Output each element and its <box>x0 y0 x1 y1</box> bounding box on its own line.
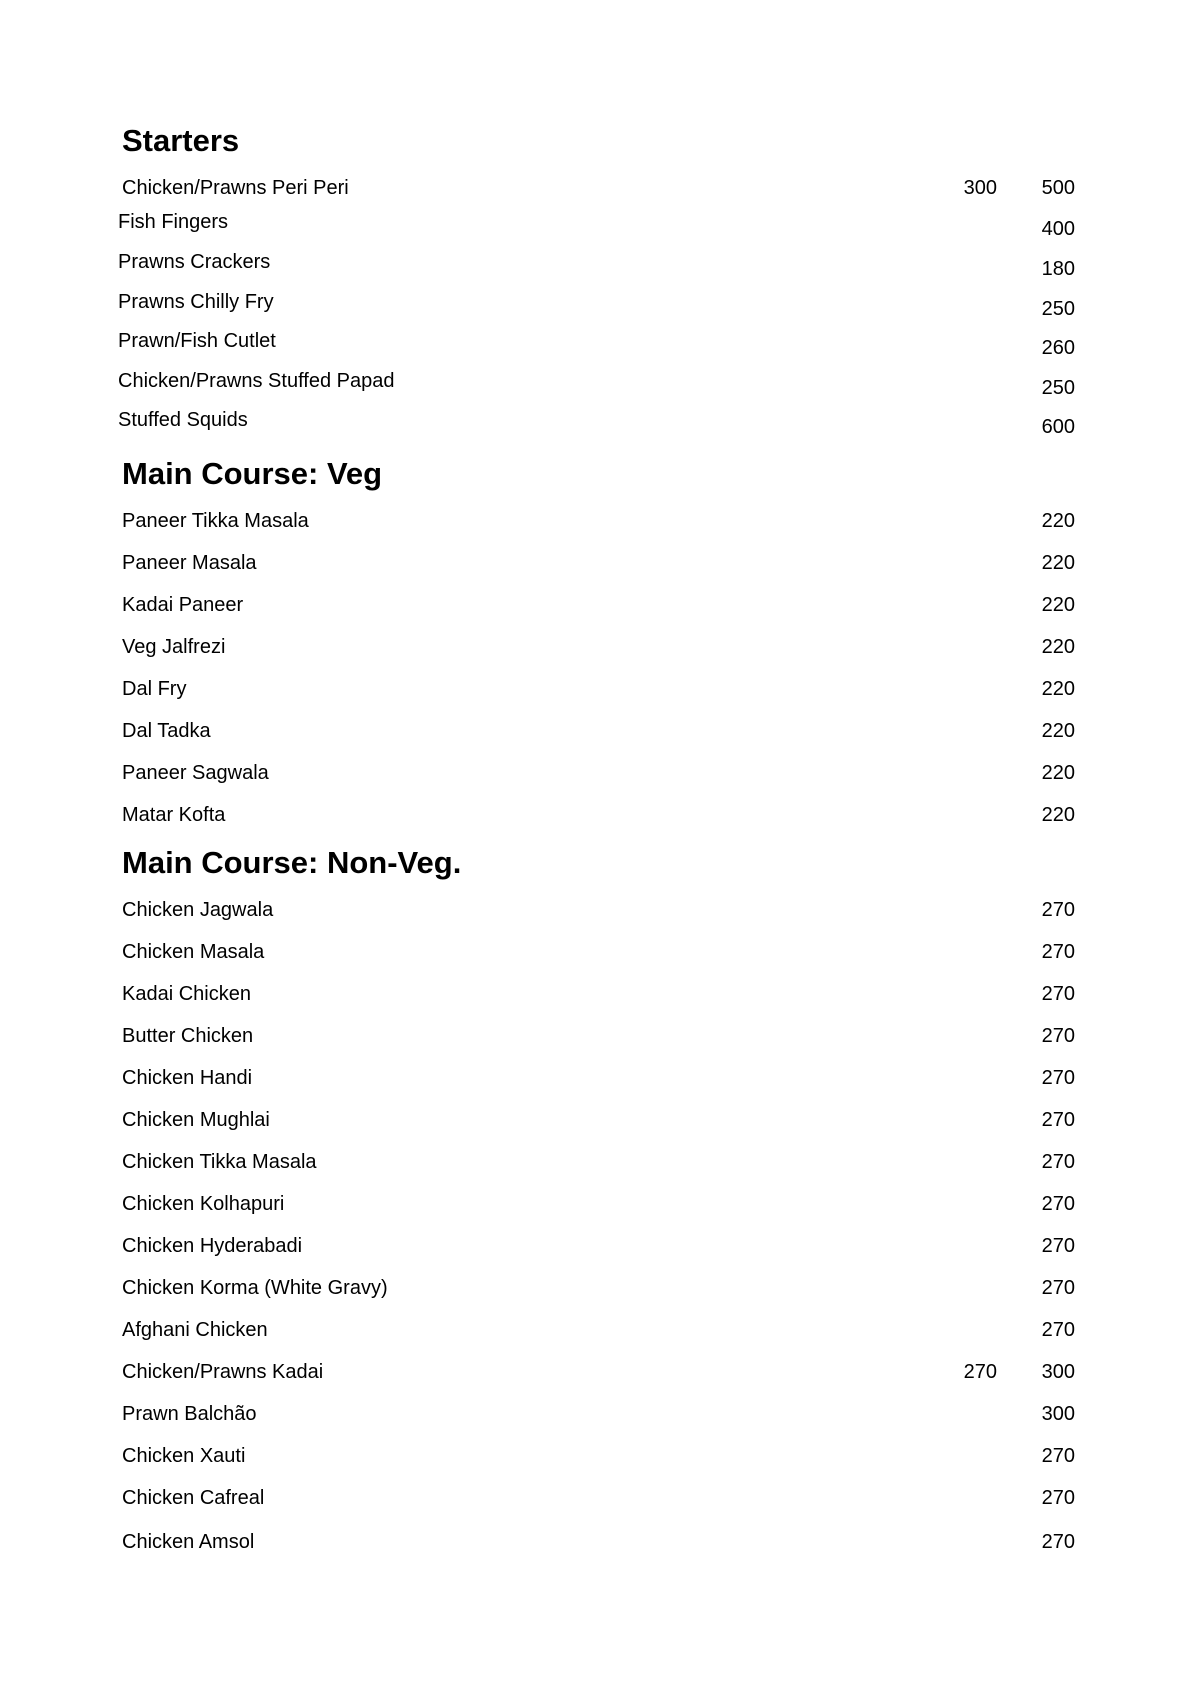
section-title-starters: Starters <box>122 123 240 158</box>
item-price: 270 <box>1041 941 1075 963</box>
item-name: Chicken Tikka Masala <box>122 1151 317 1173</box>
item-price: 400 <box>1041 218 1075 240</box>
item-name: Paneer Masala <box>122 552 257 574</box>
menu-item-row <box>0 676 1190 706</box>
item-name: Chicken Xauti <box>122 1445 246 1467</box>
menu-item-row <box>0 897 1190 927</box>
item-price: 270 <box>1041 899 1075 921</box>
item-name: Kadai Chicken <box>122 983 251 1005</box>
menu-item-row <box>0 209 1190 239</box>
menu-item-row <box>0 1023 1190 1053</box>
menu-item-row <box>0 175 1190 205</box>
item-price: 270 <box>1041 1445 1075 1467</box>
menu-item-row <box>0 1359 1190 1389</box>
item-price: 220 <box>1041 594 1075 616</box>
item-name: Veg Jalfrezi <box>122 636 226 658</box>
item-price: 250 <box>1041 298 1075 320</box>
menu-item-row <box>0 1233 1190 1263</box>
item-name: Matar Kofta <box>122 804 226 826</box>
item-name: Chicken Masala <box>122 941 265 963</box>
item-name: Prawns Crackers <box>118 251 271 273</box>
menu-item-row <box>0 368 1190 398</box>
item-name: Paneer Sagwala <box>122 762 269 784</box>
item-price: 250 <box>1041 377 1075 399</box>
item-price: 220 <box>1041 510 1075 532</box>
item-name: Stuffed Squids <box>118 409 248 431</box>
item-name: Chicken Handi <box>122 1067 253 1089</box>
item-price: 220 <box>1041 552 1075 574</box>
menu-item-row <box>0 550 1190 580</box>
item-name: Chicken Cafreal <box>122 1487 265 1509</box>
item-price: 270 <box>1041 1151 1075 1173</box>
item-name: Chicken/Prawns Kadai <box>122 1361 324 1383</box>
item-price-small: 270 <box>963 1361 997 1383</box>
item-name: Dal Fry <box>122 678 187 700</box>
item-name: Chicken Jagwala <box>122 899 274 921</box>
item-price: 270 <box>1041 1025 1075 1047</box>
item-name: Dal Tadka <box>122 720 211 742</box>
item-price: 270 <box>1041 1487 1075 1509</box>
item-price: 300 <box>1041 1361 1075 1383</box>
item-name: Butter Chicken <box>122 1025 254 1047</box>
menu-item-row <box>0 592 1190 622</box>
item-name: Chicken Mughlai <box>122 1109 270 1131</box>
item-price: 220 <box>1041 762 1075 784</box>
item-name: Chicken Hyderabadi <box>122 1235 303 1257</box>
item-price: 300 <box>1041 1403 1075 1425</box>
item-price: 270 <box>1041 1235 1075 1257</box>
menu-item-row <box>0 1149 1190 1179</box>
menu-item-row <box>0 289 1190 319</box>
item-price: 220 <box>1041 678 1075 700</box>
menu-item-row <box>0 328 1190 358</box>
item-name: Prawn Balchão <box>122 1403 257 1425</box>
section-title-main-course-non-veg: Main Course: Non-Veg. <box>122 845 462 880</box>
item-price: 220 <box>1041 636 1075 658</box>
item-name: Chicken Korma (White Gravy) <box>122 1277 388 1299</box>
item-price: 270 <box>1041 1109 1075 1131</box>
item-name: Chicken Amsol <box>122 1531 255 1553</box>
item-price: 500 <box>1041 177 1075 199</box>
item-price: 270 <box>1041 1193 1075 1215</box>
menu-item-row <box>0 1065 1190 1095</box>
menu-item-row <box>0 939 1190 969</box>
item-price: 260 <box>1041 337 1075 359</box>
item-price: 270 <box>1041 983 1075 1005</box>
menu-item-row <box>0 802 1190 832</box>
menu-item-row <box>0 508 1190 538</box>
menu-item-row <box>0 981 1190 1011</box>
item-name: Chicken/Prawns Stuffed Papad <box>118 370 395 392</box>
item-price: 600 <box>1041 416 1075 438</box>
menu-item-row <box>0 249 1190 279</box>
menu-item-row <box>0 1317 1190 1347</box>
item-price: 270 <box>1041 1067 1075 1089</box>
item-price: 220 <box>1041 720 1075 742</box>
item-price: 180 <box>1041 258 1075 280</box>
item-name: Chicken/Prawns Peri Peri <box>122 177 349 199</box>
item-name: Fish Fingers <box>118 211 229 233</box>
menu-item-row <box>0 634 1190 664</box>
menu-item-row <box>0 1443 1190 1473</box>
item-name: Afghani Chicken <box>122 1319 268 1341</box>
menu-item-row <box>0 1107 1190 1137</box>
item-name: Prawns Chilly Fry <box>118 291 274 313</box>
item-price: 220 <box>1041 804 1075 826</box>
menu-item-row <box>0 407 1190 437</box>
item-name: Paneer Tikka Masala <box>122 510 309 532</box>
item-price: 270 <box>1041 1319 1075 1341</box>
item-price: 270 <box>1041 1531 1075 1553</box>
menu-item-row <box>0 718 1190 748</box>
section-title-main-course-veg: Main Course: Veg <box>122 456 383 491</box>
item-name: Chicken Kolhapuri <box>122 1193 285 1215</box>
menu-item-row <box>0 1529 1190 1559</box>
item-price-small: 300 <box>963 177 997 199</box>
menu-item-row <box>0 1191 1190 1221</box>
menu-item-row <box>0 1485 1190 1515</box>
item-price: 270 <box>1041 1277 1075 1299</box>
menu-item-row <box>0 1401 1190 1431</box>
item-name: Prawn/Fish Cutlet <box>118 330 276 352</box>
item-name: Kadai Paneer <box>122 594 244 616</box>
menu-item-row <box>0 760 1190 790</box>
menu-item-row <box>0 1275 1190 1305</box>
